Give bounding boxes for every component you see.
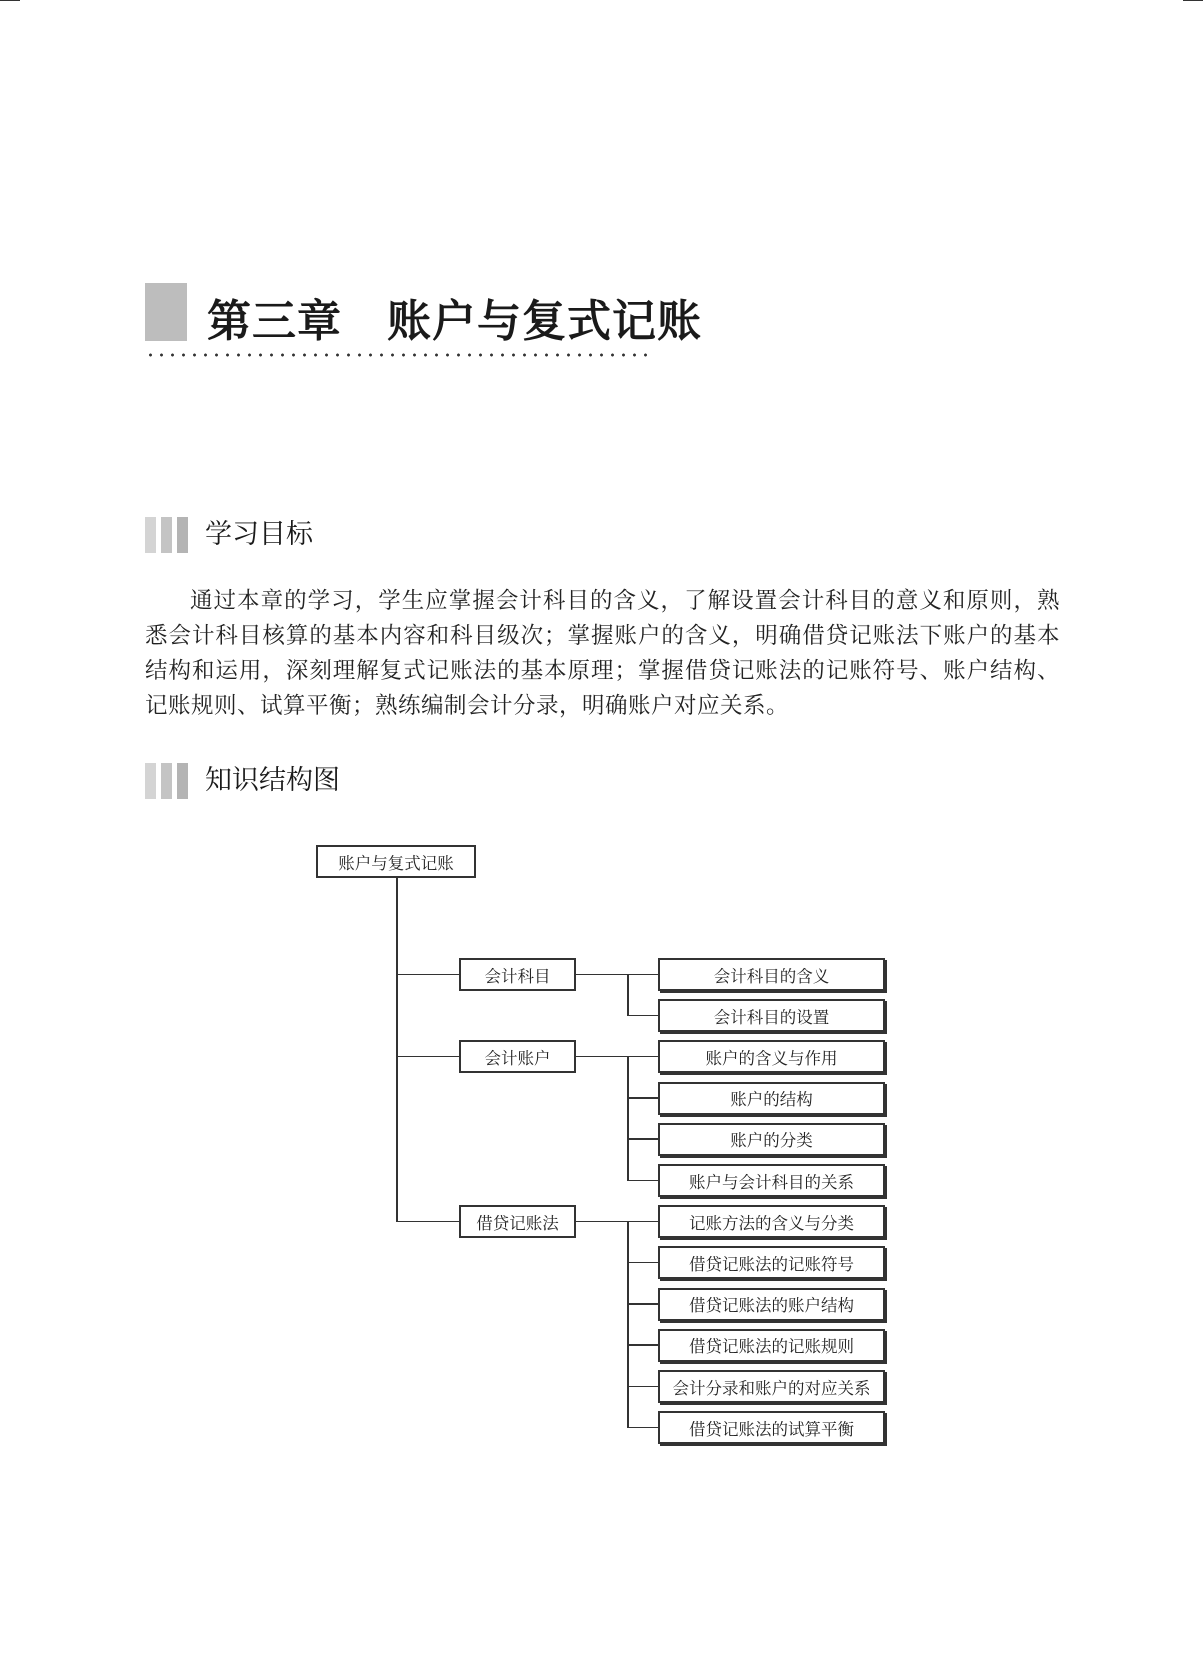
crop-mark-left bbox=[0, 0, 20, 1]
branch-vertical-bus bbox=[627, 974, 629, 1016]
bus-leaf-connector bbox=[627, 1427, 658, 1429]
section-marker-bars bbox=[145, 517, 189, 553]
tree-leaf-node: 账户的分类 bbox=[658, 1123, 885, 1156]
crop-mark-right bbox=[1183, 0, 1203, 1]
trunk-branch-connector bbox=[396, 974, 459, 976]
branch-leaf-connector bbox=[576, 974, 658, 976]
branch-vertical-bus bbox=[627, 1056, 629, 1181]
bus-leaf-connector bbox=[627, 1138, 658, 1140]
trunk-branch-connector bbox=[396, 1056, 459, 1058]
bus-leaf-connector bbox=[627, 1262, 658, 1264]
tree-root-node: 账户与复式记账 bbox=[316, 845, 476, 878]
dotted-rule bbox=[145, 353, 651, 357]
bus-leaf-connector bbox=[627, 1303, 658, 1305]
tree-leaf-node: 会计科目的设置 bbox=[658, 999, 885, 1032]
bus-leaf-connector bbox=[627, 1097, 658, 1099]
bus-leaf-connector bbox=[627, 1344, 658, 1346]
branch-leaf-connector bbox=[576, 1221, 658, 1223]
branch-vertical-bus bbox=[627, 1221, 629, 1428]
tree-leaf-node: 借贷记账法的记账规则 bbox=[658, 1329, 885, 1362]
tree-leaf-node: 记账方法的含义与分类 bbox=[658, 1205, 885, 1238]
objectives-section-heading bbox=[145, 517, 545, 553]
chapter-marker-bar bbox=[145, 283, 187, 341]
bus-leaf-connector bbox=[627, 1386, 658, 1388]
section-marker-bars bbox=[145, 763, 189, 799]
objectives-paragraph: 通过本章的学习，学生应掌握会计科目的含义，了解设置会计科目的意义和原则，熟悉会计科目核算的基本内容和科目级次；掌握账户的含义，明确借贷记账法下账户的基本结构和运用，深刻理解复式记账法的基本原理；掌握借贷记账法的记账符号、账户结构、记账规则、试算平衡；熟练编制会计分录，明确账户对应关系。 bbox=[145, 588, 1060, 719]
tree-leaf-node: 会计科目的含义 bbox=[658, 958, 885, 991]
tree-branch-node: 会计账户 bbox=[459, 1040, 576, 1073]
structure-section-heading bbox=[145, 763, 545, 799]
tree-leaf-node: 会计分录和账户的对应关系 bbox=[658, 1370, 885, 1403]
chapter-header bbox=[145, 283, 702, 363]
tree-trunk bbox=[396, 878, 398, 1222]
bus-leaf-connector bbox=[627, 1015, 658, 1017]
bus-leaf-connector bbox=[627, 1180, 658, 1182]
structure-heading: 知识结构图 bbox=[205, 765, 340, 796]
objectives-heading: 学习目标 bbox=[205, 519, 313, 550]
tree-branch-node: 会计科目 bbox=[459, 958, 576, 991]
tree-leaf-node: 账户的含义与作用 bbox=[658, 1040, 885, 1073]
tree-leaf-node: 借贷记账法的试算平衡 bbox=[658, 1411, 885, 1444]
trunk-branch-connector bbox=[396, 1221, 459, 1223]
tree-leaf-node: 借贷记账法的记账符号 bbox=[658, 1246, 885, 1279]
chapter-title: 第三章 账户与复式记账 bbox=[207, 296, 702, 347]
branch-leaf-connector bbox=[576, 1056, 658, 1058]
tree-leaf-node: 账户与会计科目的关系 bbox=[658, 1164, 885, 1197]
tree-leaf-node: 账户的结构 bbox=[658, 1082, 885, 1115]
tree-leaf-node: 借贷记账法的账户结构 bbox=[658, 1288, 885, 1321]
tree-branch-node: 借贷记账法 bbox=[459, 1205, 576, 1238]
